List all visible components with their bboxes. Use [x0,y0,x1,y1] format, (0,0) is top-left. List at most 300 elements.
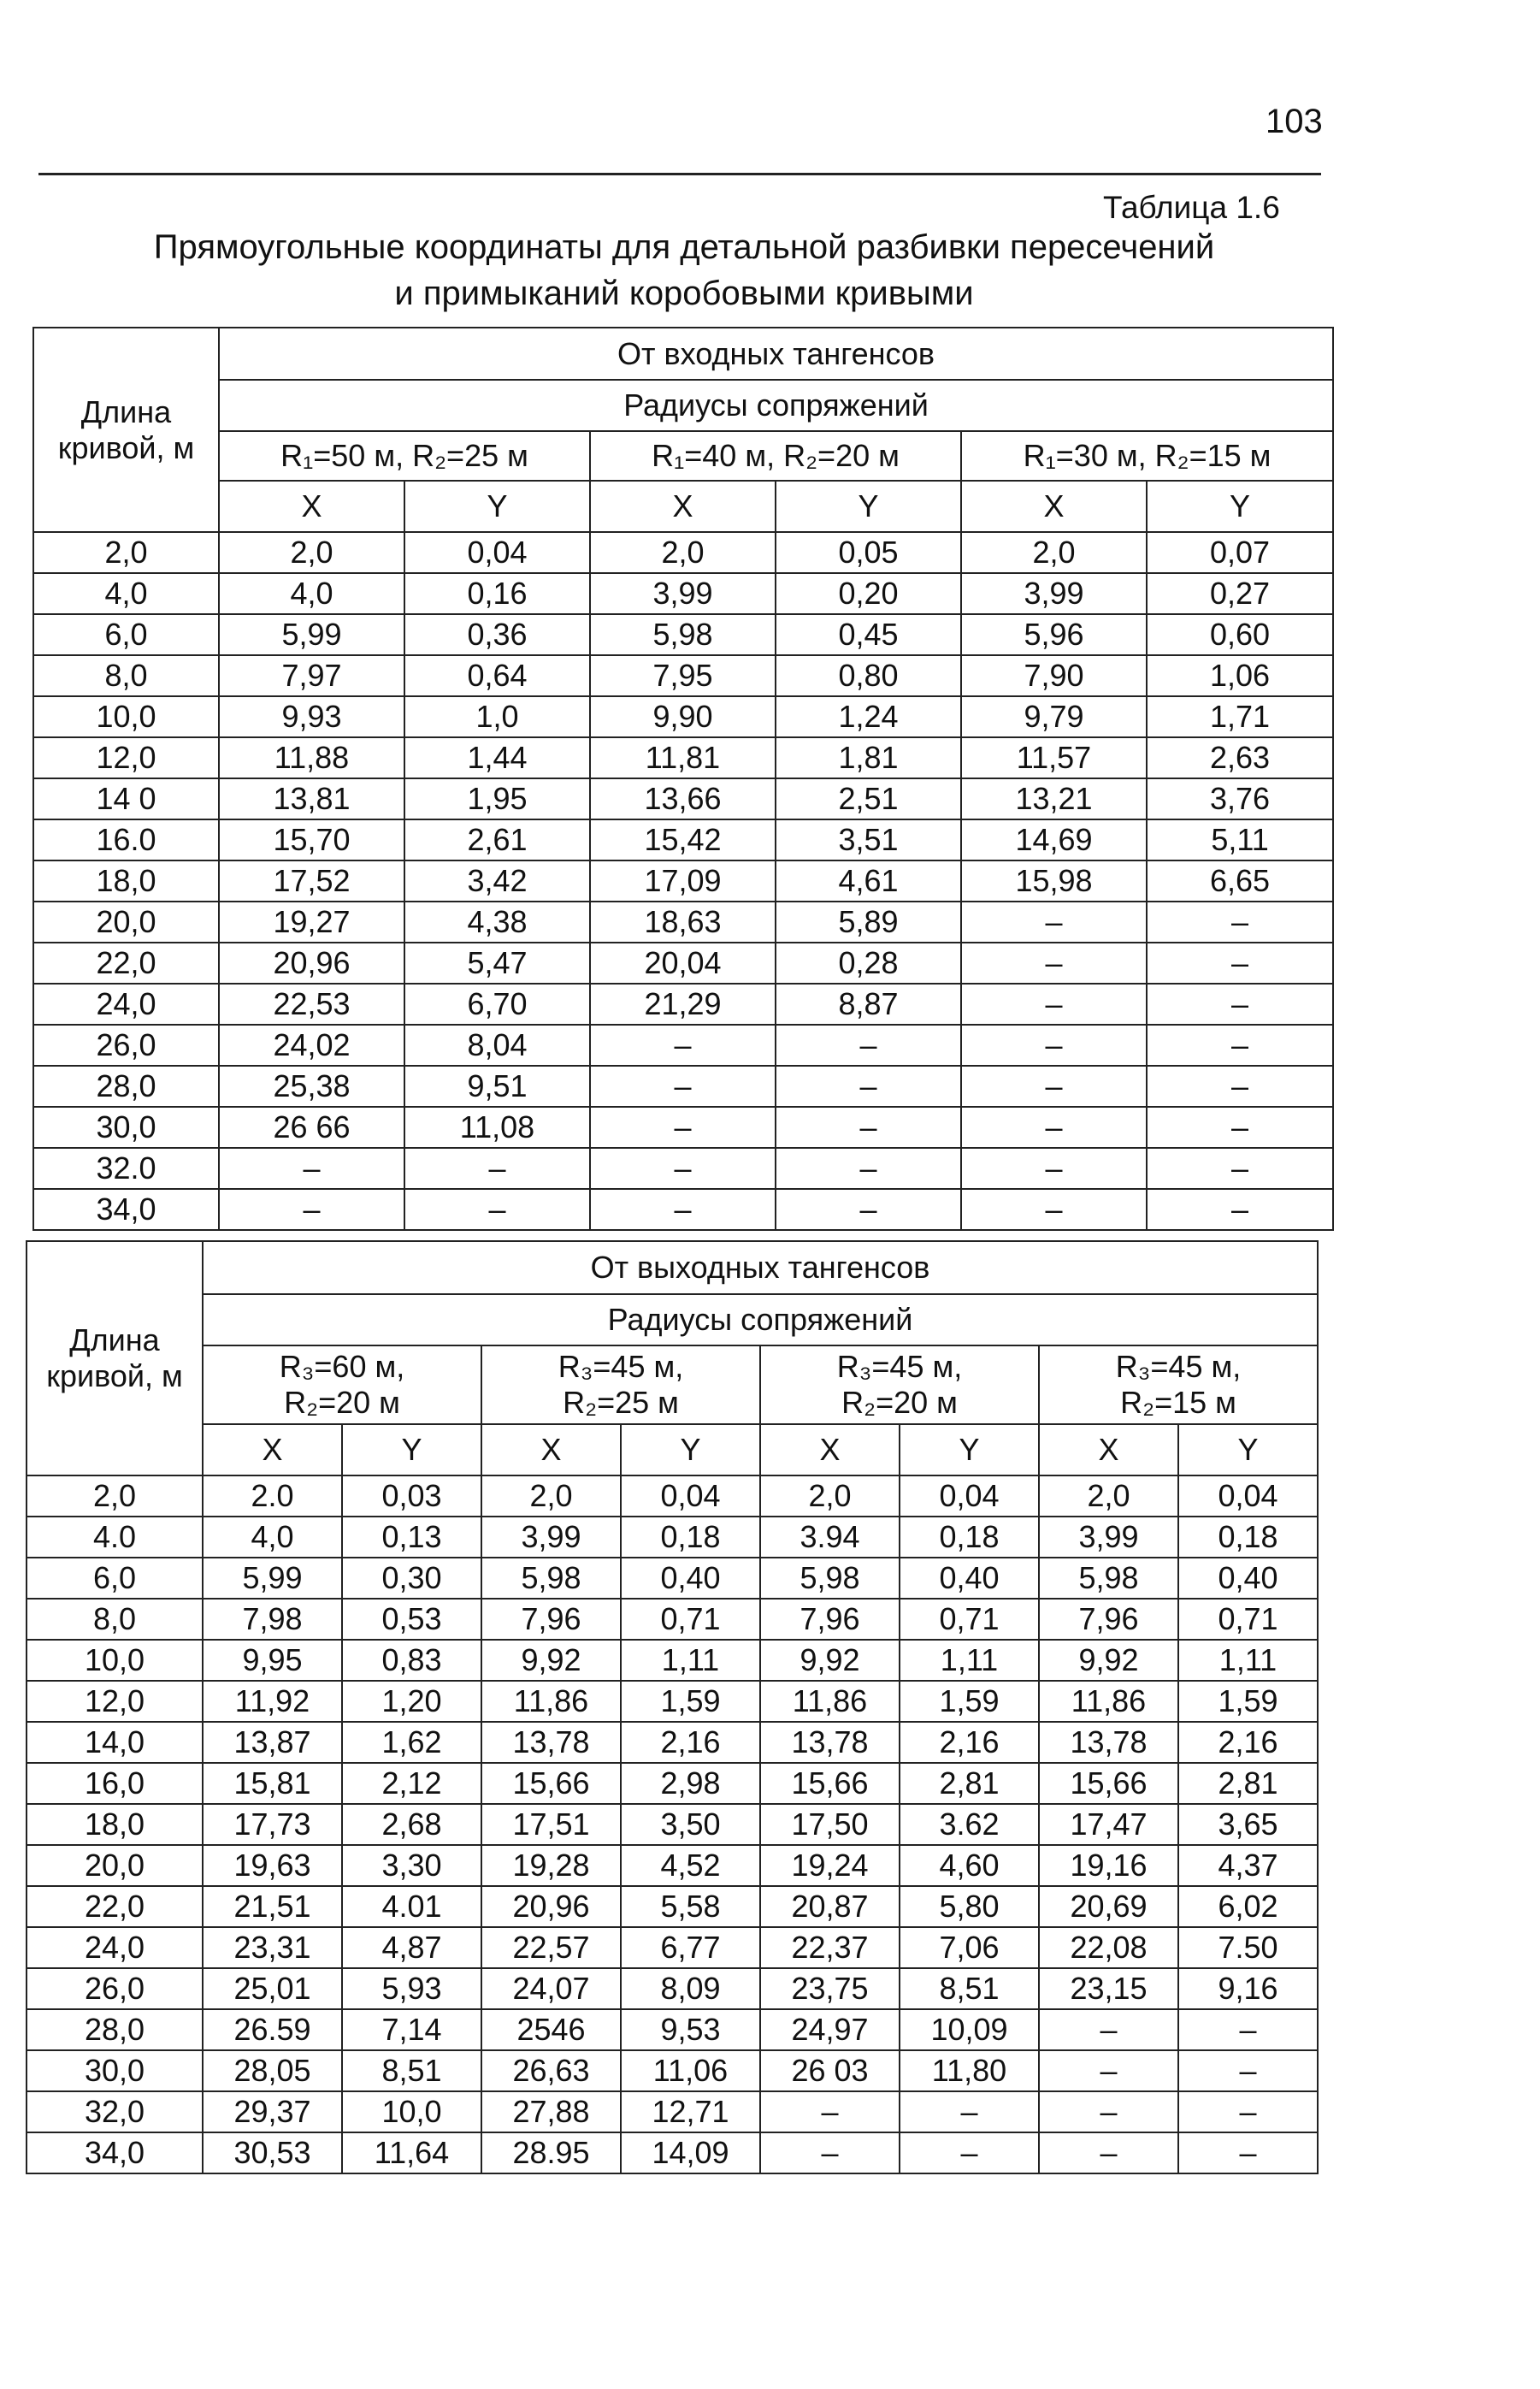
coordinate-cell: 5,58 [621,1886,760,1927]
coordinate-cell: 7,14 [342,2009,481,2050]
coordinate-cell: – [1147,1025,1333,1066]
exit-tangents-table [26,1240,1319,2174]
coordinate-cell: 3,30 [342,1845,481,1886]
coordinate-cell: 0,80 [776,655,961,696]
coordinate-cell: 0,04 [404,532,590,573]
coordinate-cell: 0,05 [776,532,961,573]
coordinate-cell: 6,02 [1178,1886,1318,1927]
row-length-cell: 8,0 [27,1599,203,1640]
coordinate-cell: 17,09 [590,860,776,902]
coordinate-cell: 5,98 [590,614,776,655]
coordinate-cell: 8,87 [776,984,961,1025]
coordinate-cell: 5,98 [481,1558,621,1599]
coordinate-cell: 11,06 [621,2050,760,2091]
table-title-line-1: Прямоугольные координаты для детальной разбивки пересечений [153,228,1215,266]
coordinate-cell: 15,66 [760,1763,900,1804]
coordinate-cell: 3,42 [404,860,590,902]
coordinate-cell: – [219,1148,404,1189]
coordinate-cell: 3,99 [961,573,1147,614]
coordinate-cell: 0,71 [900,1599,1039,1640]
coordinate-cell: – [1147,1107,1333,1148]
coordinate-cell: 2,0 [481,1475,621,1517]
coordinate-cell: – [1039,2132,1178,2173]
table-row [33,1189,1333,1230]
coordinate-cell: – [1178,2091,1318,2132]
coordinate-cell: 13,87 [203,1722,342,1763]
coordinate-cell: 17,50 [760,1804,900,1845]
coordinate-cell: – [590,1107,776,1148]
coordinate-cell: 0,18 [900,1517,1039,1558]
length-header [27,1241,203,1475]
coordinate-cell: 0,36 [404,614,590,655]
row-length-cell: 30,0 [27,2050,203,2091]
coordinate-cell: 2,0 [1039,1475,1178,1517]
coordinate-cell: 24,02 [219,1025,404,1066]
coordinate-cell: 9,92 [760,1640,900,1681]
axis-label: Y [621,1424,760,1475]
coordinate-cell: 22,37 [760,1927,900,1968]
row-length-cell: 28,0 [27,2009,203,2050]
row-length-cell: 6,0 [27,1558,203,1599]
table-row [33,943,1333,984]
coordinate-cell: 19,63 [203,1845,342,1886]
coordinate-cell: 0,30 [342,1558,481,1599]
row-length-cell: 2,0 [33,532,219,573]
coordinate-cell: 5,80 [900,1886,1039,1927]
row-length-cell: 10,0 [27,1640,203,1681]
coordinate-cell: 17,51 [481,1804,621,1845]
row-length-cell: 20,0 [27,1845,203,1886]
coordinate-cell: 21,29 [590,984,776,1025]
coordinate-cell: 30,53 [203,2132,342,2173]
coordinate-cell: – [760,2132,900,2173]
row-length-cell: 24,0 [33,984,219,1025]
coordinate-cell: 0,18 [1178,1517,1318,1558]
coordinate-cell: 26 66 [219,1107,404,1148]
coordinate-cell: 14,69 [961,819,1147,860]
table-row [27,2132,1318,2173]
coordinate-cell: – [961,1148,1147,1189]
row-length-cell: 22,0 [27,1886,203,1927]
coordinate-cell: – [776,1066,961,1107]
axis-label: X [203,1424,342,1475]
coordinate-cell: 0,60 [1147,614,1333,655]
coordinate-cell: 11,81 [590,737,776,778]
coordinate-cell: 3,99 [1039,1517,1178,1558]
coordinate-cell: 13,66 [590,778,776,819]
row-length-cell: 20,0 [33,902,219,943]
coordinate-cell: 7,06 [900,1927,1039,1968]
table-row [33,655,1333,696]
coordinate-cell: 18,63 [590,902,776,943]
radius-pair-line: R₃=45 м, [836,1349,963,1384]
radius-pair-line: R₃=45 м, [1115,1349,1242,1384]
radius-pair-line: R₃=60 м, [279,1349,405,1384]
coordinate-cell: 11,92 [203,1681,342,1722]
coordinate-cell: 0,16 [404,573,590,614]
coordinate-cell: 1,59 [621,1681,760,1722]
coordinate-cell: 5,99 [203,1558,342,1599]
coordinate-cell: 1,20 [342,1681,481,1722]
radius-pair-2: R₁=40 м, R₂=20 м [590,431,961,481]
coordinate-cell: 1,95 [404,778,590,819]
coordinate-cell: 28,05 [203,2050,342,2091]
coordinate-cell: 11,86 [1039,1681,1178,1722]
table-row [27,2009,1318,2050]
axis-label: Y [1178,1424,1318,1475]
table-row [33,819,1333,860]
coordinate-cell: 13,78 [481,1722,621,1763]
coordinate-cell: 0,53 [342,1599,481,1640]
entry-tangents-table [32,327,1334,1231]
axis-label: X [219,481,404,532]
table-row [27,1845,1318,1886]
table-row [27,1763,1318,1804]
row-length-cell: 14,0 [27,1722,203,1763]
row-length-cell: 22,0 [33,943,219,984]
radius-pair-4 [1039,1345,1318,1424]
coordinate-cell: 2,63 [1147,737,1333,778]
coordinate-cell: 26 03 [760,2050,900,2091]
row-length-cell: 18,0 [33,860,219,902]
coordinate-cell: 0,27 [1147,573,1333,614]
coordinate-cell: 25,38 [219,1066,404,1107]
coordinate-cell: 9,92 [1039,1640,1178,1681]
axis-label: Y [776,481,961,532]
coordinate-cell: 0,83 [342,1640,481,1681]
coordinate-cell: 3.94 [760,1517,900,1558]
coordinate-cell: 4,60 [900,1845,1039,1886]
coordinate-cell: 0,71 [1178,1599,1318,1640]
coordinate-cell: 10,0 [342,2091,481,2132]
coordinate-cell: – [961,902,1147,943]
coordinate-cell: 5,98 [760,1558,900,1599]
table-row [33,1066,1333,1107]
coordinate-cell: 2546 [481,2009,621,2050]
coordinate-cell: 6,70 [404,984,590,1025]
coordinate-cell: 15,98 [961,860,1147,902]
table-row [27,1927,1318,1968]
coordinate-cell: 1,71 [1147,696,1333,737]
table-row [33,1148,1333,1189]
coordinate-cell: – [590,1148,776,1189]
coordinate-cell: 1,44 [404,737,590,778]
table-row [27,1681,1318,1722]
coordinate-cell: 4,37 [1178,1845,1318,1886]
axis-label: Y [1147,481,1333,532]
row-length-cell: 26,0 [33,1025,219,1066]
coordinate-cell: 2.0 [203,1475,342,1517]
row-length-cell: 16.0 [33,819,219,860]
coordinate-cell: 6,77 [621,1927,760,1968]
coordinate-cell: 13,21 [961,778,1147,819]
coordinate-cell: 10,09 [900,2009,1039,2050]
radius-pair-line: R₂=25 м [563,1385,679,1420]
coordinate-cell: 5,93 [342,1968,481,2009]
table-row [27,1886,1318,1927]
coordinate-cell: 15,66 [1039,1763,1178,1804]
radius-pair-3: R₁=30 м, R₂=15 м [961,431,1333,481]
coordinate-cell: 1,11 [900,1640,1039,1681]
coordinate-cell: 5,99 [219,614,404,655]
coordinate-cell: 9,95 [203,1640,342,1681]
coordinate-cell: 15,70 [219,819,404,860]
radius-pair-1 [203,1345,481,1424]
coordinate-cell: 17,52 [219,860,404,902]
coordinate-cell: – [404,1148,590,1189]
coordinate-cell: – [961,1066,1147,1107]
coordinate-cell: 5,98 [1039,1558,1178,1599]
row-length-cell: 24,0 [27,1927,203,1968]
coordinate-cell: 4,87 [342,1927,481,1968]
row-length-cell: 26,0 [27,1968,203,2009]
coordinate-cell: 23,31 [203,1927,342,1968]
table-title-line-2: и примыканий коробовыми кривыми [394,275,974,312]
coordinate-cell: 7,95 [590,655,776,696]
coordinate-cell: – [1147,943,1333,984]
coordinate-cell: 2,51 [776,778,961,819]
radii-header: Радиусы сопряжений [219,380,1333,431]
coordinate-cell: 28.95 [481,2132,621,2173]
table-row [33,902,1333,943]
coordinate-cell: 7,96 [481,1599,621,1640]
axis-label: Y [404,481,590,532]
coordinate-cell: 5,11 [1147,819,1333,860]
coordinate-cell: 0,28 [776,943,961,984]
coordinate-cell: 19,28 [481,1845,621,1886]
coordinate-cell: 20,96 [481,1886,621,1927]
coordinate-cell: 0,03 [342,1475,481,1517]
page-number: 103 [1266,103,1323,140]
table-row [27,1517,1318,1558]
table-row [27,1640,1318,1681]
coordinate-cell: 11,86 [760,1681,900,1722]
coordinate-cell: 0,04 [900,1475,1039,1517]
axis-label: X [760,1424,900,1475]
table-row [27,2050,1318,2091]
coordinate-cell: 22,57 [481,1927,621,1968]
coordinate-cell: 2,16 [1178,1722,1318,1763]
coordinate-cell: 4,61 [776,860,961,902]
coordinate-cell: 2,12 [342,1763,481,1804]
coordinate-cell: – [961,943,1147,984]
coordinate-cell: 22,08 [1039,1927,1178,1968]
coordinate-cell: 1,59 [1178,1681,1318,1722]
coordinate-cell: 1,06 [1147,655,1333,696]
coordinate-cell: – [1039,2050,1178,2091]
coordinate-cell: 17,73 [203,1804,342,1845]
coordinate-cell: 7,97 [219,655,404,696]
coordinate-cell: 2,0 [219,532,404,573]
coordinate-cell: 15,81 [203,1763,342,1804]
coordinate-cell: – [961,1189,1147,1230]
coordinate-cell: 9,90 [590,696,776,737]
coordinate-cell: 0,71 [621,1599,760,1640]
coordinate-cell: 2,0 [961,532,1147,573]
coordinate-cell: 1,11 [621,1640,760,1681]
coordinate-cell: 7.50 [1178,1927,1318,1968]
coordinate-cell: 23,75 [760,1968,900,2009]
coordinate-cell: 13,81 [219,778,404,819]
coordinate-cell: 11,88 [219,737,404,778]
axis-label: X [481,1424,621,1475]
table-row [27,1722,1318,1763]
header-rule [38,173,1321,175]
coordinate-cell: 22,53 [219,984,404,1025]
coordinate-cell: 7,98 [203,1599,342,1640]
coordinate-cell: – [1147,984,1333,1025]
coordinate-cell: 5,89 [776,902,961,943]
coordinate-cell: 24,07 [481,1968,621,2009]
coordinate-cell: 0,64 [404,655,590,696]
coordinate-cell: 14,09 [621,2132,760,2173]
coordinate-cell: 1,0 [404,696,590,737]
coordinate-cell: 20,04 [590,943,776,984]
coordinate-cell: – [776,1107,961,1148]
entry-tangents-rows [33,532,1333,1230]
coordinate-cell: 2,98 [621,1763,760,1804]
coordinate-cell: 8,09 [621,1968,760,2009]
length-header-line-1: Длина [69,1322,160,1357]
axis-label: Y [900,1424,1039,1475]
row-length-cell: 28,0 [33,1066,219,1107]
coordinate-cell: 24,97 [760,2009,900,2050]
row-length-cell: 10,0 [33,696,219,737]
table-row [27,1475,1318,1517]
coordinate-cell: 2,0 [590,532,776,573]
row-length-cell: 34,0 [33,1189,219,1230]
radius-pair-3 [760,1345,1039,1424]
coordinate-cell: 2,16 [900,1722,1039,1763]
coordinate-cell: 0,04 [1178,1475,1318,1517]
coordinate-cell: – [776,1025,961,1066]
coordinate-cell: 19,16 [1039,1845,1178,1886]
coordinate-cell: 11,57 [961,737,1147,778]
coordinate-cell: 23,15 [1039,1968,1178,2009]
coordinate-cell: 4.01 [342,1886,481,1927]
table-row [33,984,1333,1025]
coordinate-cell: 29,37 [203,2091,342,2132]
coordinate-cell: 12,71 [621,2091,760,2132]
coordinate-cell: 5,47 [404,943,590,984]
coordinate-cell: 0,07 [1147,532,1333,573]
row-length-cell: 34,0 [27,2132,203,2173]
coordinate-cell: – [1039,2009,1178,2050]
table-label: Таблица 1.6 [1103,190,1280,225]
row-length-cell: 12,0 [27,1681,203,1722]
coordinate-cell: – [776,1189,961,1230]
coordinate-cell: 9,51 [404,1066,590,1107]
coordinate-cell: – [1147,902,1333,943]
coordinate-cell: – [900,2132,1039,2173]
coordinate-cell: 2,0 [760,1475,900,1517]
coordinate-cell: 1,24 [776,696,961,737]
coordinate-cell: 1,11 [1178,1640,1318,1681]
coordinate-cell: – [1178,2050,1318,2091]
coordinate-cell: 2,68 [342,1804,481,1845]
table-row [33,696,1333,737]
coordinate-cell: 0,40 [621,1558,760,1599]
row-length-cell: 16,0 [27,1763,203,1804]
coordinate-cell: 2,16 [621,1722,760,1763]
coordinate-cell: 11,86 [481,1681,621,1722]
axis-label: X [590,481,776,532]
table-row [27,1599,1318,1640]
coordinate-cell: – [1147,1189,1333,1230]
group-header-exit: От выходных тангенсов [203,1241,1318,1294]
row-length-cell: 12,0 [33,737,219,778]
coordinate-cell: – [961,1107,1147,1148]
row-length-cell: 4,0 [33,573,219,614]
radius-pair-line: R₂=20 м [284,1385,400,1420]
coordinate-cell: 9,92 [481,1640,621,1681]
coordinate-cell: 0,18 [621,1517,760,1558]
coordinate-cell: 9,93 [219,696,404,737]
row-length-cell: 6,0 [33,614,219,655]
table-row [33,1025,1333,1066]
coordinate-cell: – [1178,2009,1318,2050]
coordinate-cell: 11,08 [404,1107,590,1148]
coordinate-cell: 2,81 [900,1763,1039,1804]
coordinate-cell: 8,51 [342,2050,481,2091]
coordinate-cell: 26,63 [481,2050,621,2091]
row-length-cell: 32,0 [27,2091,203,2132]
coordinate-cell: 0,40 [1178,1558,1318,1599]
table-row [33,614,1333,655]
coordinate-cell: – [776,1148,961,1189]
coordinate-cell: 0,45 [776,614,961,655]
coordinate-cell: 19,24 [760,1845,900,1886]
coordinate-cell: 7,96 [760,1599,900,1640]
table-row [33,737,1333,778]
coordinate-cell: 9,53 [621,2009,760,2050]
coordinate-cell: 0,20 [776,573,961,614]
coordinate-cell: – [1039,2091,1178,2132]
coordinate-cell: 1,59 [900,1681,1039,1722]
table-title [34,224,1334,316]
coordinate-cell: 0,13 [342,1517,481,1558]
coordinate-cell: 15,66 [481,1763,621,1804]
axis-label: X [961,481,1147,532]
coordinate-cell: 11,80 [900,2050,1039,2091]
coordinate-cell: 3,50 [621,1804,760,1845]
coordinate-cell: – [590,1025,776,1066]
coordinate-cell: 3.62 [900,1804,1039,1845]
table-row [27,1968,1318,2009]
coordinate-cell: 3,51 [776,819,961,860]
coordinate-cell: – [404,1189,590,1230]
coordinate-cell: 2,81 [1178,1763,1318,1804]
coordinate-cell: 20,87 [760,1886,900,1927]
coordinate-cell: 0,40 [900,1558,1039,1599]
radius-pair-1: R₁=50 м, R₂=25 м [219,431,590,481]
row-length-cell: 4.0 [27,1517,203,1558]
coordinate-cell: – [1147,1148,1333,1189]
coordinate-cell: 13,78 [760,1722,900,1763]
table-row [27,2091,1318,2132]
coordinate-cell: – [219,1189,404,1230]
table-row [33,573,1333,614]
coordinate-cell: 3,76 [1147,778,1333,819]
row-length-cell: 18,0 [27,1804,203,1845]
table-row [27,1804,1318,1845]
coordinate-cell: 4,38 [404,902,590,943]
radii-header: Радиусы сопряжений [203,1294,1318,1345]
axis-label: Y [342,1424,481,1475]
coordinate-cell: 3,65 [1178,1804,1318,1845]
radius-pair-line: R₂=15 м [1120,1385,1236,1420]
coordinate-cell: 3,99 [481,1517,621,1558]
